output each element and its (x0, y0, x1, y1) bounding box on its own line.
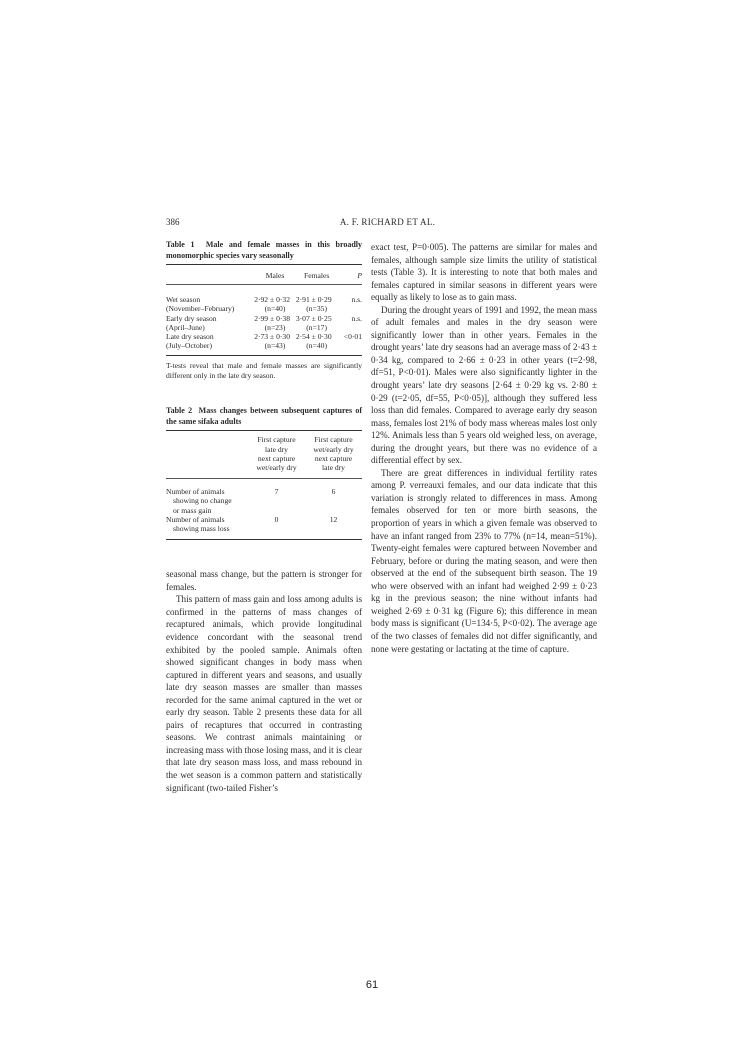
table-1-body (166, 295, 362, 350)
table-1 (166, 240, 362, 380)
paragraph: This pattern of mass gain and loss among adults is confirmed in the patterns of mass changes of recaptured animals, which provide longitudinal evidence concordant with the seasonal trend exhibited by the pooled sample. Animals often showed significant changes in body mass when captured in different years and seasons, and usually late dry season masses are smaller than masses recorded for the same animal captured in the wet or early dry season. Table 2 presents these data for all pairs of recaptures that occurred in contrasting seasons. We contrast animals maintaining or increasing mass with those losing mass, and it is clear that late dry season mass loss, and mass rebound in the wet season is a common pattern and statistically significant (two-tailed Fisher’s (166, 594, 362, 793)
paragraph: exact test, P=0·005). The patterns are similar for males and females, although sample size limits the utility of statistical tests (Table 3). It is interesting to note that both males and females captured in similar seasons in different years were equally as likely to lose as to gain mass. (371, 242, 597, 303)
table-1-col-p: P (357, 271, 362, 280)
paragraph: There are great differences in individual fertility rates among P. verreauxi females, and our data indicate that this variation is strongly related to differences in mass. Among females observed for ten or more birth seasons, the proportion of years in which a given female was observed to have an infant ranged from 23% to 77% (n=14, mean=51%). Twenty-eight females were captured between November and February, before or during the mating season, and were then observed at the end of the subsequent birth season. The 19 who were observed with an infant had weighed 2·99 ± 0·23 kg in the previous season; the nine without infants had weighed 2·69 ± 0·31 kg (Figure 6); this difference in mean body mass is significant (U=134·5, P<0·02). The average age of the two classes of females did not differ significantly, and none were gestating or lactating at the time of capture. (371, 467, 597, 654)
table-1-col-females: Females (303, 271, 330, 280)
paragraph: seasonal mass change, but the pattern is stronger for females. (166, 569, 362, 592)
table-row: Late dry season 2·73 ± 0·30 2·54 ± 0·30 <0·01 (166, 332, 362, 342)
left-column (166, 240, 362, 794)
table-1-note: T-tests reveal that male and female masses are significantly different only in the late dry season. (166, 361, 362, 380)
table-row: Early dry season 2·99 ± 0·38 3·07 ± 0·25 n.s. (166, 313, 362, 323)
table-2-col-1-header: First capture late dry next capture wet/early dry (256, 435, 297, 473)
table-2-body (166, 487, 362, 533)
table-2-header (166, 435, 362, 472)
paragraph: During the drought years of 1991 and 1992, the mean mass of adult females and males in the dry season were significantly lower than in other years. Females in the drought years’ late dry seasons had an average mass of 2·43 ± 0·34 kg, compared to 2·66 ± 0·23 in other years (t=2·98, df=51, P<0·01). Males were also significantly lighter in the drought years’ late dry seasons [2·64 ± 0·29 kg vs. 2·80 ± 0·29 (t=2·05, df=55, P<0·05)], although they suffered less loss than did females. Compared to average early dry season mass, females lost 21% of body mass whereas males lost only 12%. Animals less than 5 years old weighed less, on average, during the drought years, but there was no evidence of a differential effect by sex. (371, 304, 597, 466)
table-row: (April–June) (n=23) (n=17) (166, 322, 328, 332)
header-authors: A. F. RICHARD ET AL. (339, 217, 436, 227)
table-row: (November–February) (n=40) (n=35) (166, 304, 328, 314)
left-body-text (166, 568, 362, 794)
table-1-col-males: Males (265, 271, 285, 280)
table-2-col-2-header: First capture wet/early dry next capture late dry (313, 435, 354, 473)
right-column (371, 241, 597, 655)
footer-page-number: 61 (365, 979, 379, 991)
table-1-caption: Table 1 Male and female masses in this broadly monomorphic species vary seasonally (166, 240, 363, 260)
table-row: Wet season 2·92 ± 0·32 2·91 ± 0·29 n.s. (166, 295, 362, 305)
table-row: Number of animals showing no change or mass gain 7 6 (166, 487, 336, 515)
table-1-header (166, 271, 362, 280)
table-2-caption: Table 2 Mass changes between subsequent captures of the same sifaka adults (166, 406, 363, 426)
table-row: (July–October) (n=43) (n=40) (166, 341, 328, 351)
table-2 (166, 406, 362, 540)
table-row: Number of animals showing mass loss 0 12 (166, 514, 338, 534)
header-page-number: 386 (166, 217, 180, 227)
